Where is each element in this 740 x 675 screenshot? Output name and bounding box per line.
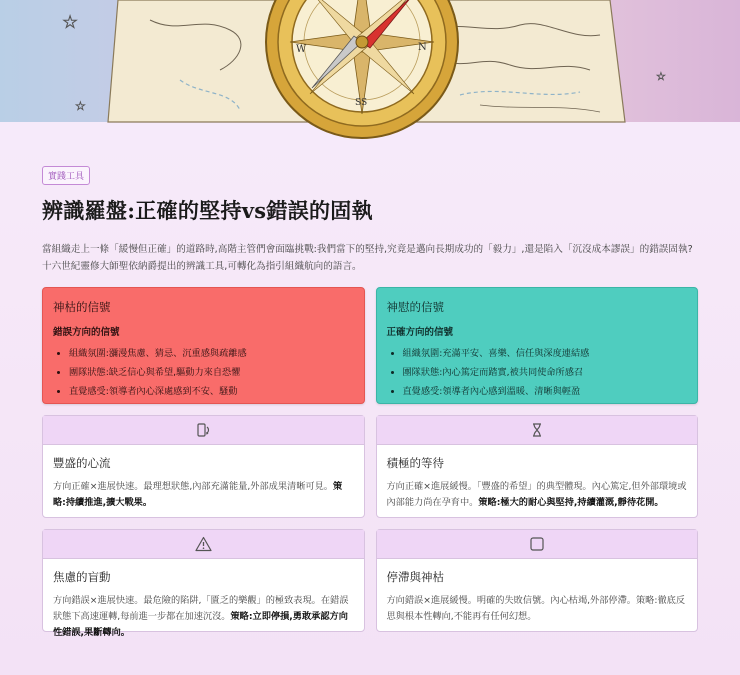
signal-item: • 團隊狀態:內心篤定而踏實,被共同使命所感召 <box>403 363 688 382</box>
svg-text:☆: ☆ <box>75 99 86 113</box>
signal-panels <box>42 287 698 404</box>
signal-title: 神慰的信號 <box>386 300 444 314</box>
card-text: 方向正確×進展緩慢。「豐盛的希望」的典型體現。內心篤定,但外部環境或內部能力尚在孕育中。策略:極大的耐心與堅持,持續灌溉,靜待花開。 <box>386 481 687 508</box>
card-text: 方向正確×進展快速。最理想狀態,內部充滿能量,外部成果清晰可見。策略:持續推進,擴大戰果。 <box>53 481 343 508</box>
signal-item: • 團隊狀態:缺乏信心與希望,驅動力來自恐懼 <box>69 363 354 382</box>
quadrant-grid <box>42 415 698 638</box>
signal-title: 神枯的信號 <box>53 300 111 314</box>
desolation-signal-panel <box>42 287 365 404</box>
hourglass-icon <box>529 422 545 438</box>
warning-triangle-icon <box>195 536 212 552</box>
main-content <box>42 164 698 638</box>
compass-map-illustration <box>0 0 740 122</box>
phone-rotate-icon <box>195 422 211 438</box>
signal-item: • 組織氛圍:充滿平安、喜樂、信任與深度連結感 <box>403 344 688 363</box>
card-title: 積極的等待 <box>386 456 444 470</box>
quadrant-card-flow <box>42 415 365 518</box>
quadrant-card-stagnation <box>376 529 699 632</box>
signal-list <box>387 344 688 401</box>
square-icon <box>529 536 545 552</box>
signal-subtitle: 正確方向的信號 <box>386 327 454 338</box>
card-text: 方向錯誤×進展快速。最危險的陷阱,「匱乏的樂觀」的極致表現。在錯誤狀態下高速運轉,每前進一步都在加速沉沒。策略:立即停損,勇敢承認方向性錯誤,果斷轉向。 <box>53 595 349 638</box>
signal-item: • 直覺感受:領導者內心深處感到不安、騷動 <box>69 382 354 401</box>
page-title: 辨識羅盤:正確的堅持vs錯誤的固執 <box>42 198 373 223</box>
svg-text:☆: ☆ <box>656 70 666 83</box>
signal-list <box>53 344 354 401</box>
signal-item: • 組織氛圍:瀰漫焦慮、猜忌、沉重感與疏離感 <box>69 344 354 363</box>
signal-item: • 直覺感受:領導者內心感到溫暖、清晰與輕盈 <box>403 382 688 401</box>
card-text: 方向錯誤×進展緩慢。明確的失敗信號。內心枯竭,外部停滯。策略:徹底反思與根本性轉向,不能再有任何幻想。 <box>386 595 686 622</box>
quadrant-card-waiting <box>376 415 699 518</box>
svg-text:SS: SS <box>355 98 368 108</box>
card-title: 焦慮的盲動 <box>53 570 111 584</box>
header-illustration <box>0 0 740 122</box>
consolation-signal-panel <box>376 287 699 404</box>
svg-text:☆: ☆ <box>62 12 79 33</box>
signal-subtitle: 錯誤方向的信號 <box>53 327 120 338</box>
intro-paragraph: 當組織走上一條「緩慢但正確」的道路時,高階主管們會面臨挑戰:我們當下的堅持,究竟是邁向長期成功的「毅力」,還是陷入「沉沒成本謬誤」的錯誤固執?十六世紀靈修大師聖依納爵提出的辨識工具,可轉化為指引組織航向的語言。 <box>42 244 693 272</box>
card-title: 豐盛的心流 <box>53 456 111 470</box>
card-title: 停滯與神枯 <box>386 570 444 584</box>
quadrant-card-blind <box>42 529 365 638</box>
category-tag: 實踐工具 <box>42 166 90 185</box>
svg-text:N: N <box>418 42 427 53</box>
svg-text:W: W <box>296 44 307 55</box>
